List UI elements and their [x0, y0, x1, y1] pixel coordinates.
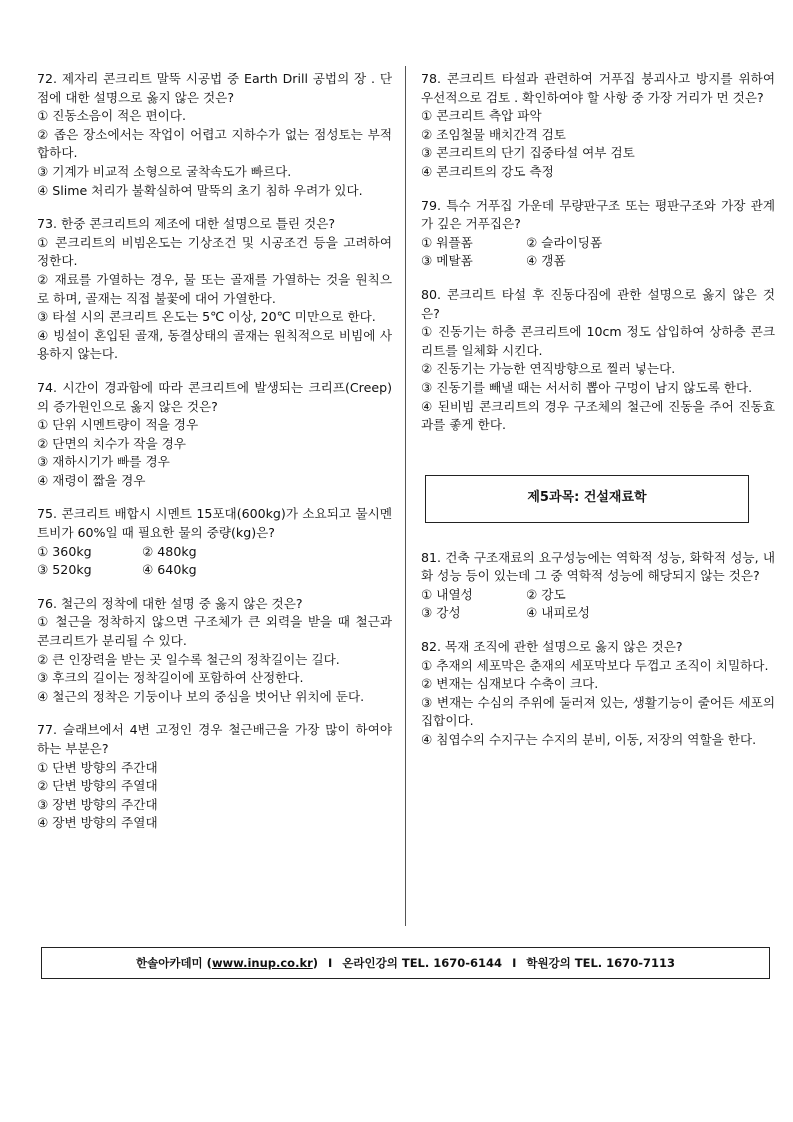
footer-separator: I [328, 956, 333, 970]
question-77 [37, 721, 392, 833]
answer-option: ③ 메탈폼 [421, 253, 473, 269]
question-73 [37, 215, 392, 364]
answer-option: ① 콘크리트의 비빔온도는 기상조건 및 시공조건 등을 고려하여 정한다. [37, 234, 392, 269]
answer-option-row [37, 543, 392, 562]
question-stem: 72. 제자리 콘크리트 말뚝 시공법 중 Earth Drill 공법의 장 . 단점에 대한 설명으로 옳지 않은 것은? [37, 71, 392, 105]
question-75 [37, 505, 392, 579]
footer-academy: 한솔아카데미 [136, 956, 203, 970]
answer-option: ③ 장변 방향의 주간대 [37, 796, 158, 812]
question-stem: 81. 건축 구조재료의 요구성능에는 역학적 성능, 화학적 성능, 내화 성능 등이 있는데 그 중 역학적 성능에 해당되지 않는 것은? [421, 549, 775, 584]
answer-option: ③ 콘크리트의 단기 집중타설 여부 검토 [421, 145, 635, 161]
left-column [37, 70, 392, 848]
answer-option: ③ 강성 [421, 605, 461, 621]
question-stem: 76. 철근의 정착에 대한 설명 중 옳지 않은 것은? [37, 595, 303, 611]
footer: 한솔아카데미 ( www.inup.co.kr ) I 온라인강의 TEL. 1670-6144 I 학원강의 TEL. 1670-7113 [41, 947, 770, 979]
question-stem: 79. 특수 거푸집 가운데 무량판구조 또는 평판구조와 가장 관계가 깊은 거푸집은? [421, 197, 775, 232]
answer-option: ② 재료를 가열하는 경우, 물 또는 골재를 가열하는 것을 원칙으로 하며, 골재는 직접 불꽃에 대어 가열한다. [37, 271, 392, 306]
answer-option: ③ 타설 시의 콘크리트 온도는 5℃ 이상, 20℃ 미만으로 한다. [37, 309, 376, 325]
answer-option: ① 철근을 정착하지 않으면 구조체가 큰 외력을 받을 때 철근과 콘크리트가 분리될 수 있다. [37, 614, 392, 649]
answer-option-row [37, 561, 392, 580]
question-stem: 78. 콘크리트 타설과 관련하여 거푸집 붕괴사고 방지를 위하여 우선적으로 검토 . 확인하여야 할 사항 중 가장 거리가 먼 것은? [421, 71, 775, 105]
answer-option: ② 강도 [526, 586, 566, 602]
answer-option: ④ 된비빔 콘크리트의 경우 구조체의 철근에 진동을 주어 진동효과를 좋게 한다. [421, 398, 775, 433]
answer-option: ④ 빙설이 혼입된 골재, 동결상태의 골재는 원칙적으로 비빔에 사용하지 않는다. [37, 327, 392, 362]
answer-option-row [421, 604, 775, 623]
answer-option: ② 슬라이딩폼 [526, 234, 603, 250]
question-78 [421, 70, 775, 182]
answer-option: ③ 기계가 비교적 소형으로 굴착속도가 빠르다. [37, 163, 292, 179]
question-76 [37, 595, 392, 707]
answer-option: ② 좁은 장소에서는 작업이 어렵고 지하수가 없는 점성토는 부적합하다. [37, 126, 392, 161]
question-72 [37, 70, 392, 200]
question-stem: 75. 콘크리트 배합시 시멘트 15포대(600kg)가 소요되고 물시멘트비가 60%일 때 필요한 물의 중량(kg)은? [37, 506, 392, 541]
question-79 [421, 197, 775, 271]
answer-option: ① 360kg [37, 543, 92, 559]
question-stem: 74. 시간이 경과함에 따라 콘크리트에 발생되는 크리프(Creep)의 증가원인으로 옳지 않은 것은? [37, 379, 392, 414]
answer-option-row [421, 252, 775, 271]
question-74 [37, 379, 392, 491]
answer-option: ① 단위 시멘트량이 적을 경우 [37, 417, 199, 433]
answer-option: ① 워플폼 [421, 234, 473, 250]
answer-option: ④ Slime 처리가 불확실하여 말뚝의 초기 침하 우려가 있다. [37, 182, 363, 198]
question-80 [421, 286, 775, 435]
answer-option: ① 추재의 세포막은 춘재의 세포막보다 두껍고 조직이 치밀하다. [421, 657, 769, 673]
answer-option: ④ 내피로성 [526, 605, 590, 621]
section-title: 제5과목: 건설재료학 [425, 475, 749, 523]
answer-option: ① 내열성 [421, 586, 473, 602]
answer-option: ④ 갱폼 [526, 253, 566, 269]
question-stem: 80. 콘크리트 타설 후 진동다짐에 관한 설명으로 옳지 않은 것은? [421, 286, 775, 321]
answer-option: ② 변재는 심재보다 수축이 크다. [421, 676, 599, 692]
question-stem: 82. 목재 조직에 관한 설명으로 옳지 않은 것은? [421, 639, 683, 655]
answer-option: ② 진동기는 가능한 연직방향으로 찔러 넣는다. [421, 361, 676, 377]
question-81 [421, 549, 775, 623]
answer-option: ③ 520kg [37, 562, 92, 578]
answer-option: ① 단변 방향의 주간대 [37, 759, 158, 775]
answer-option: ③ 재하시기가 빠를 경우 [37, 454, 170, 470]
question-stem: 77. 슬래브에서 4변 고정인 경우 철근배근을 가장 많이 하여야 하는 부분은? [37, 722, 392, 756]
question-stem: 73. 한중 콘크리트의 제조에 대한 설명으로 틀린 것은? [37, 216, 336, 232]
answer-option-row [421, 586, 775, 605]
answer-option: ③ 변재는 수심의 주위에 둘러져 있는, 생활기능이 줄어든 세포의 집합이다. [421, 694, 775, 729]
answer-option: ② 조임철물 배치간격 검토 [421, 126, 566, 142]
answer-option: ④ 재령이 짧을 경우 [37, 472, 146, 488]
answer-option: ④ 철근의 정착은 기둥이나 보의 중심을 벗어난 위치에 둔다. [37, 688, 365, 704]
right-column [421, 70, 775, 765]
answer-option: ④ 콘크리트의 강도 측정 [421, 163, 554, 179]
answer-option: ④ 침엽수의 수지구는 수지의 분비, 이동, 저장의 역할을 한다. [421, 732, 757, 748]
answer-option: ② 큰 인장력을 받는 곳 일수록 철근의 정착길이는 길다. [37, 651, 340, 667]
footer-online-tel: 온라인강의 TEL. 1670-6144 [342, 956, 503, 970]
answer-option-row [421, 234, 775, 253]
answer-option: ② 480kg [142, 543, 197, 559]
answer-option: ④ 640kg [142, 562, 197, 578]
answer-option: ③ 진동기를 빼낼 때는 서서히 뽑아 구멍이 남지 않도록 한다. [421, 379, 753, 395]
answer-option: ④ 장변 방향의 주열대 [37, 815, 158, 831]
footer-website-link[interactable]: www.inup.co.kr [211, 956, 313, 970]
answer-option: ① 진동소음이 적은 편이다. [37, 108, 186, 124]
footer-offline-tel: 학원강의 TEL. 1670-7113 [526, 956, 675, 970]
question-82 [421, 638, 775, 750]
answer-option: ② 단변 방향의 주열대 [37, 778, 158, 794]
answer-option: ① 콘크리트 측압 파악 [421, 108, 542, 124]
answer-option: ② 단면의 치수가 작을 경우 [37, 435, 186, 451]
answer-option: ③ 후크의 길이는 정착길이에 포함하여 산정한다. [37, 670, 304, 686]
footer-separator: I [512, 956, 517, 970]
answer-option: ① 진동기는 하층 콘크리트에 10cm 정도 삽입하여 상하층 콘크리트를 일체화 시킨다. [421, 324, 775, 358]
column-divider [405, 66, 406, 926]
